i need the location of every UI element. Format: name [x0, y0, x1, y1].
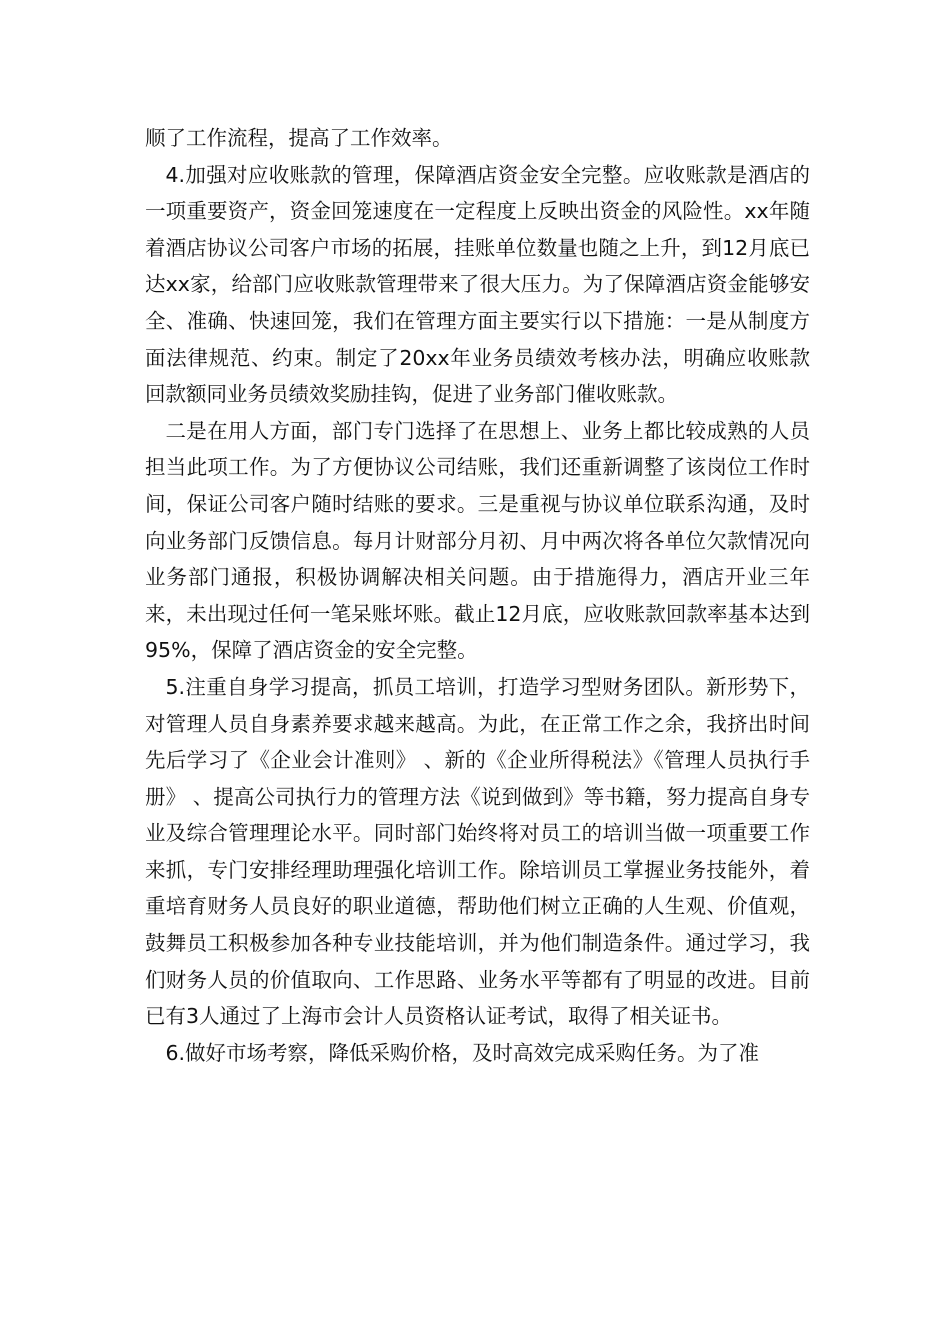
paragraph-training: 5.注重自身学习提高，抓员工培训，打造学习型财务团队。新形势下，对管理人员自身素养要求越来越高。为此，在正常工作之余，我挤出时间先后学习了《企业会计准则》 、新的《企业所得税法》《管理人员执行手册》 、提高公司执行力的管理方法《说到做到》等书籍，努力提高自身专业及综合管理理论水平。同时部门始终将对员工的培训当做一项重要工作来抓，专门安排经理助理强化培训工作。除培训员工掌握业务技能外，着重培育财务人员良好的职业道德，帮助他们树立正确的人生观、价值观，鼓舞员工积极参加各种专业技能培训，并为他们制造条件。通过学习，我们财务人员的价值取向、工作思路、业务水平等都有了明显的改进。目前已有3人通过了上海市会计人员资格认证考试，取得了相关证书。: [145, 674, 810, 1029]
paragraph-receivables: 4.加强对应收账款的管理，保障酒店资金安全完整。应收账款是酒店的一项重要资产，资金回笼速度在一定程度上反映出资金的风险性。xx年随着酒店协议公司客户市场的拓展，挂账单位数量也随之上升，到12月底已达xx家，给部门应收账款管理带来了很大压力。为了保障酒店资金能够安全、准确、快速回笼，我们在管理方面主要实行以下措施：一是从制度方面法律规范、约束。制定了20xx年业务员绩效考核办法，明确应收账款回款额同业务员绩效奖励挂钩，促进了业务部门催收账款。: [145, 162, 810, 407]
paragraph-continuation: 顺了工作流程，提高了工作效率。: [145, 126, 453, 150]
paragraph-procurement: 6.做好市场考察，降低采购价格，及时高效完成采购任务。为了准: [165, 1040, 760, 1065]
paragraph-staffing: 二是在用人方面，部门专门选择了在思想上、业务上都比较成熟的人员担当此项工作。为了方便协议公司结账，我们还重新调整了该岗位工作时间，保证公司客户随时结账的要求。三是重视与协议单位联系沟通，及时向业务部门反馈信息。每月计财部分月初、月中两次将各单位欠款情况向业务部门通报，积极协调解决相关问题。由于措施得力，酒店开业三年来，未出现过任何一笔呆账坏账。截止12月底，应收账款回款率基本达到95%，保障了酒店资金的安全完整。: [145, 418, 810, 663]
document-body: [145, 120, 810, 1071]
